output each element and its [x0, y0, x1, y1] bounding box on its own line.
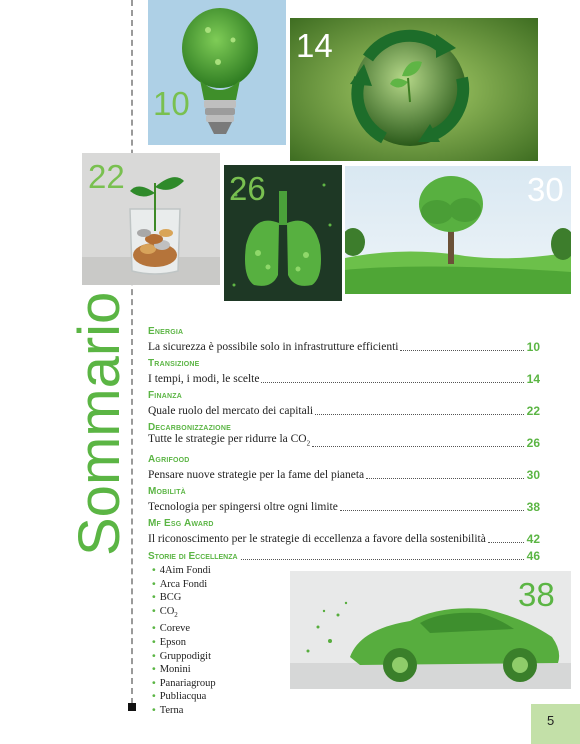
- bullet-icon: •: [152, 564, 156, 576]
- leader-dots: [315, 414, 524, 415]
- bullet-icon: •: [152, 636, 156, 649]
- leader-dots: [340, 510, 524, 511]
- list-item[interactable]: [152, 564, 216, 578]
- page-title: Sommario: [67, 291, 132, 556]
- list-item-label: Monini: [159, 664, 191, 676]
- list-item[interactable]: [152, 690, 216, 704]
- toc-title: Tecnologia per spingersi oltre ogni limite: [148, 501, 338, 513]
- toc-title: La sicurezza è possibile solo in infrastrutture efficienti: [148, 341, 399, 353]
- table-of-contents: [148, 326, 540, 550]
- toc-category: Storie di Eccellenza: [148, 551, 238, 562]
- toc-page: 10: [526, 340, 540, 354]
- end-square-marker: [128, 703, 136, 711]
- photo-number: 14: [296, 27, 333, 64]
- toc-entry-mf-esg-award[interactable]: [148, 518, 540, 550]
- bullet-icon: •: [152, 577, 156, 590]
- bullet-icon: •: [152, 690, 156, 703]
- list-item-label: 4Aim Fondi: [159, 565, 211, 576]
- toc-category: Decarbonizzazione: [148, 422, 231, 433]
- list-item[interactable]: [152, 636, 216, 650]
- list-item-label: Terna: [159, 705, 184, 717]
- toc-entry-storie-di-eccellenza[interactable]: [148, 549, 540, 563]
- toc-page: 46: [526, 549, 540, 563]
- toc-entry-transizione[interactable]: [148, 358, 540, 390]
- page-number: 5: [547, 713, 555, 728]
- leader-dots: [241, 559, 524, 560]
- toc-title: Quale ruolo del mercato dei capitali: [148, 405, 314, 417]
- photo-number: 30: [527, 171, 564, 208]
- bullet-icon: •: [152, 663, 156, 676]
- photo-recycling-globe: [290, 18, 538, 161]
- list-item[interactable]: [152, 663, 216, 677]
- list-item-label: Arca Fondi: [159, 578, 208, 590]
- page-number-box: [531, 704, 580, 744]
- subscript-2: 2: [306, 439, 311, 447]
- toc-title: [148, 432, 310, 450]
- bullet-icon: •: [152, 649, 156, 662]
- toc-page: 38: [526, 500, 540, 514]
- toc-page: 42: [526, 532, 540, 546]
- bullet-icon: •: [152, 604, 156, 617]
- bullet-icon: •: [152, 622, 156, 635]
- leader-dots: [488, 542, 524, 543]
- toc-title: Pensare nuove strategie per la fame del pianeta: [148, 469, 365, 481]
- list-item[interactable]: [152, 605, 216, 623]
- list-item[interactable]: [152, 622, 216, 636]
- toc-title-text: Tutte le strategie per ridurre la CO: [148, 432, 307, 445]
- toc-page: 26: [526, 436, 540, 450]
- toc-entry-decarbonizzazione[interactable]: [148, 422, 540, 454]
- toc-entry-energia[interactable]: [148, 326, 540, 358]
- photo-number: 10: [153, 85, 190, 122]
- subscript-2: 2: [174, 610, 178, 619]
- toc-entry-finanza[interactable]: [148, 390, 540, 422]
- bullet-icon: •: [152, 704, 156, 717]
- toc-category: Transizione: [148, 358, 200, 369]
- photo-leafy-lungs: [224, 165, 342, 301]
- bullet-icon: •: [152, 591, 156, 604]
- toc-category: Energia: [148, 326, 184, 337]
- storie-company-list: [152, 564, 216, 718]
- photo-tree-hill: [345, 166, 571, 294]
- leader-dots: [312, 446, 524, 447]
- leader-dots: [400, 350, 523, 351]
- list-item-label: CO: [159, 605, 175, 617]
- toc-title: I tempi, i modi, le scelte: [148, 373, 260, 385]
- photo-number: 38: [518, 576, 555, 613]
- toc-category: Finanza: [148, 390, 182, 401]
- list-item[interactable]: [152, 650, 216, 664]
- list-item-label: Epson: [159, 637, 186, 649]
- leader-dots: [366, 478, 523, 479]
- list-item[interactable]: [152, 677, 216, 691]
- photo-number: 26: [229, 170, 266, 207]
- toc-page: 14: [526, 372, 540, 386]
- list-item-label: Panariagroup: [159, 677, 216, 689]
- light-bulb-illustration: [148, 0, 286, 145]
- list-item[interactable]: [152, 704, 216, 718]
- toc-entry-agrifood[interactable]: [148, 454, 540, 486]
- list-item-label: Coreve: [159, 623, 191, 635]
- toc-page: 30: [526, 468, 540, 482]
- list-item-label: BCG: [159, 592, 182, 604]
- list-item-label: Publiacqua: [159, 691, 207, 703]
- toc-category: Mobilità: [148, 486, 186, 497]
- toc-page: 22: [526, 404, 540, 418]
- photo-leafy-car: [290, 571, 571, 689]
- toc-title: Il riconoscimento per le strategie di eccellenza a favore della sostenibilità: [148, 533, 486, 545]
- list-item[interactable]: [152, 591, 216, 605]
- photo-coins-jar: [82, 153, 220, 285]
- toc-entry-mobilita[interactable]: [148, 486, 540, 518]
- bullet-icon: •: [152, 676, 156, 689]
- toc-category: Agrifood: [148, 454, 190, 465]
- toc-category: Mf Esg Award: [148, 518, 214, 529]
- list-item[interactable]: [152, 578, 216, 592]
- leader-dots: [261, 382, 523, 383]
- list-item-label: Gruppodigit: [159, 650, 212, 662]
- photo-number: 22: [88, 158, 125, 195]
- photo-light-bulb: [148, 0, 286, 145]
